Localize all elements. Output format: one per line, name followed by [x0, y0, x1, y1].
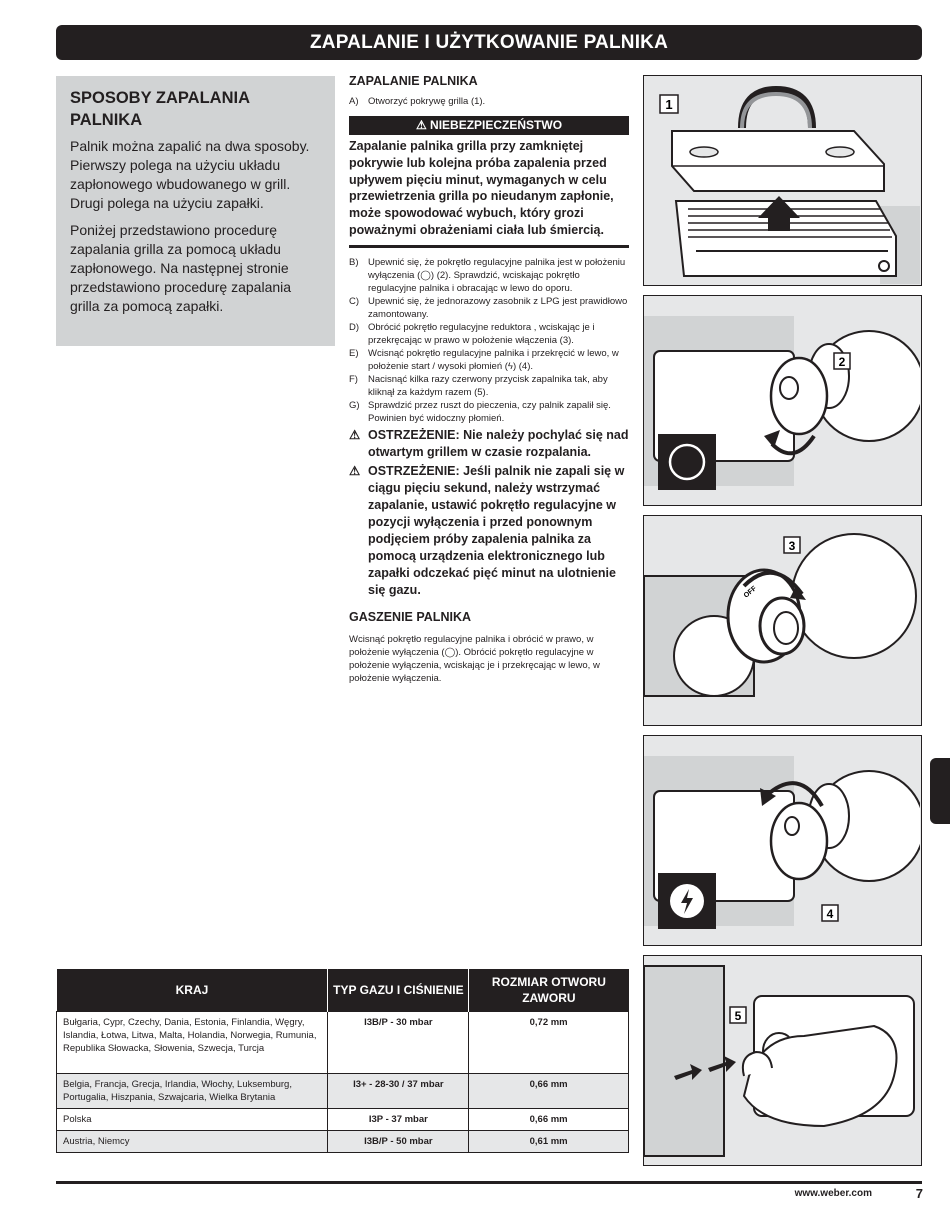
- caution-text: OSTRZEŻENIE: Nie należy pochylać się nad otwartym grillem w czasie rozpalania.: [368, 427, 629, 459]
- warning-triangle-icon: ⚠: [349, 427, 361, 442]
- step-text: Sprawdzić przez ruszt do pieczenia, czy palnik zapalił się. Powinien być widoczny płomień.: [368, 399, 611, 424]
- table-header-country: KRAJ: [57, 969, 328, 1011]
- figure-number: 4: [826, 907, 834, 921]
- table-row: [57, 1011, 629, 1073]
- footer-rule: [56, 1181, 922, 1184]
- step-text: Upewnić się, że jednorazowy zasobnik z LPG jest prawidłowo zamontowany.: [368, 295, 628, 320]
- methods-box: [56, 76, 335, 346]
- page-title: ZAPALANIE I UŻYTKOWANIE PALNIKA: [56, 25, 922, 60]
- orifice-cell: 0,66 mm: [469, 1073, 629, 1108]
- step-letter: C): [349, 295, 360, 307]
- dial-off-text: OFF: [742, 585, 759, 600]
- section-tab: [930, 758, 950, 824]
- caution-1: [349, 427, 629, 461]
- footer-url: www.weber.com: [794, 1188, 872, 1199]
- step-letter: G): [349, 399, 360, 411]
- step-d: [349, 321, 629, 347]
- extinguish-text: Wcisnąć pokrętło regulacyjne palnika i obrócić w prawo, w położenie wyłączenia (◯). Obrócić pokrętło regulacyjne w położenie wyłączenia, wciskając je i przekręcając w lewo, w położenie wyłączenia.: [349, 633, 600, 684]
- figure-5: [643, 955, 922, 1166]
- figure-1: [643, 75, 922, 286]
- figure-3: [643, 515, 922, 726]
- country-cell: Austria, Niemcy: [57, 1130, 328, 1152]
- step-letter: B): [349, 256, 359, 268]
- table-header-orifice: ROZMIAR OTWORU ZAWORU: [469, 969, 629, 1011]
- orifice-cell: 0,61 mm: [469, 1130, 629, 1152]
- step-letter: F): [349, 373, 358, 385]
- step-f: [349, 373, 629, 399]
- figure-2: [643, 295, 922, 506]
- step-text: Nacisnąć kilka razy czerwony przycisk zapalnika tak, aby kliknął za każdym razem (5).: [368, 373, 608, 398]
- steps-list: [349, 256, 629, 425]
- orifice-cell: 0,72 mm: [469, 1011, 629, 1073]
- gas-table: [56, 969, 629, 1153]
- warning-triangle-icon: ⚠: [349, 463, 361, 478]
- step-a: [349, 95, 629, 108]
- table-row: [57, 1108, 629, 1130]
- table-header-gas: TYP GAZU I CIŚNIENIE: [328, 969, 469, 1011]
- methods-paragraph-2: Poniżej przedstawiono procedurę zapalania grilla za pomocą układu zapłonowego. Na następnej stronie przedstawiono procedurę zapalania grilla za pomocą zapałki.: [70, 222, 292, 314]
- gas-cell: I3B/P - 50 mbar: [328, 1130, 469, 1152]
- danger-label: ⚠ NIEBEZPIECZEŃSTWO: [349, 116, 629, 135]
- figure-4: [643, 735, 922, 946]
- figure-number: 5: [734, 1009, 742, 1023]
- gas-cell: I3P - 37 mbar: [328, 1108, 469, 1130]
- figure-number: 3: [788, 539, 796, 553]
- step-letter: A): [349, 96, 359, 107]
- table-row: [57, 1073, 629, 1108]
- orifice-cell: 0,66 mm: [469, 1108, 629, 1130]
- step-g: [349, 399, 629, 425]
- step-e: [349, 347, 629, 373]
- page-number: 7: [915, 1186, 923, 1201]
- extinguish-title: GASZENIE PALNIKA: [349, 609, 471, 624]
- step-c: [349, 295, 629, 321]
- step-text: Wcisnąć pokrętło regulacyjne palnika i przekręcić w lewo, w położenie start / wysoki płomień (ϟ) (4).: [368, 347, 619, 372]
- methods-title: SPOSOBY ZAPALANIA PALNIKA: [70, 89, 250, 129]
- danger-text: Zapalanie palnika grilla przy zamkniętej pokrywie lub kolejna próba zapalenia przed upływem pięciu minut, wymaganych w celu przewietrzenia grilla po nieudanym zapłonie, może spowodować wybuch, który grozi poważnymi obrażeniami ciała lub śmiercią.: [349, 138, 629, 248]
- step-letter: D): [349, 321, 360, 333]
- step-text: Obrócić pokrętło regulacyjne reduktora , wciskając je i przekręcając w prawo w położenie włączenia (3).: [368, 321, 595, 346]
- country-cell: Bułgaria, Cypr, Czechy, Dania, Estonia, Finlandia, Węgry, Islandia, Łotwa, Litwa, Malta, Holandia, Norwegia, Rumunia, Republika Słowacka, Słowenia, Szwecja, Turcja: [57, 1011, 328, 1073]
- table-row: [57, 1130, 629, 1152]
- step-letter: E): [349, 347, 359, 359]
- country-cell: Belgia, Francja, Grecja, Irlandia, Włochy, Luksemburg, Portugalia, Hiszpania, Szwajcaria, Wielka Brytania: [57, 1073, 328, 1108]
- figure-number: 1: [665, 97, 673, 112]
- methods-paragraph-1: Palnik można zapalić na dwa sposoby. Pierwszy polega na użyciu układu zapłonowego wbudowanego w grill. Drugi polega na użyciu zapałki.: [70, 138, 310, 211]
- gas-cell: I3B/P - 30 mbar: [328, 1011, 469, 1073]
- step-text: Otworzyć pokrywę grilla (1).: [368, 96, 486, 107]
- caution-text: OSTRZEŻENIE: Jeśli palnik nie zapali się w ciągu pięciu sekund, należy wstrzymać zapalanie, ustawić pokrętło regulacyjne w pozycji wyłączenia i przed ponownym podjęciem próby zapalenia palnika za pomocą urządzenia elektronicznego lub zapałki odczekać pięć minut na ulotnienie się gazu.: [368, 463, 625, 597]
- ignition-title: ZAPALANIE PALNIKA: [349, 74, 478, 88]
- step-text: Upewnić się, że pokrętło regulacyjne palnika jest w położeniu wyłączenia (◯) (2). Sprawdzić, wciskając pokrętło regulacyjne palnika i obracając w lewo do oporu.: [368, 256, 626, 294]
- caution-2: [349, 463, 629, 599]
- step-b: [349, 256, 629, 295]
- gas-cell: I3+ - 28-30 / 37 mbar: [328, 1073, 469, 1108]
- instructions-column: [349, 73, 629, 685]
- figure-number: 2: [838, 355, 846, 369]
- country-cell: Polska: [57, 1108, 328, 1130]
